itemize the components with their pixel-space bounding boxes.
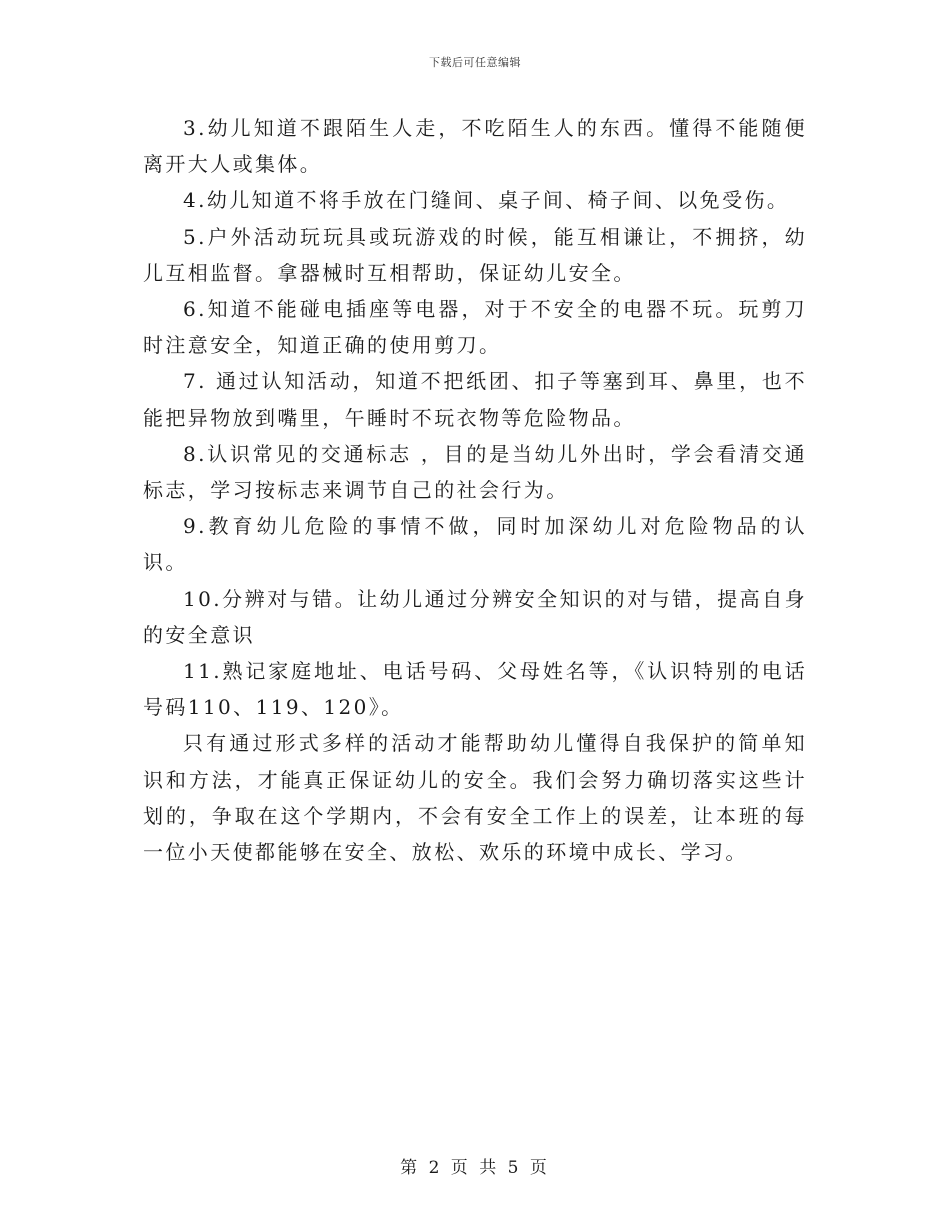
paragraph-item-5: 5.户外活动玩玩具或玩游戏的时候，能互相谦让，不拥挤，幼儿互相监督。拿器械时互相帮助，保证幼儿安全。 [143, 224, 807, 285]
paragraph-item-7: 7. 通过认知活动，知道不把纸团、扣子等塞到耳、鼻里，也不能把异物放到嘴里，午睡时不玩衣物等危险物品。 [143, 369, 807, 430]
paragraph-item-4: 4.幼儿知道不将手放在门缝间、桌子间、椅子间、以免受伤。 [183, 188, 790, 213]
paragraph-item-3: 3.幼儿知道不跟陌生人走，不吃陌生人的东西。懂得不能随便离开大人或集体。 [143, 116, 807, 177]
paragraph-item-6: 6.知道不能碰电插座等电器，对于不安全的电器不玩。玩剪刀时注意安全，知道正确的使用剪刀。 [143, 297, 807, 358]
page-header: 下载后可任意编辑 [429, 56, 521, 69]
paragraph-item-10: 10.分辨对与错。让幼儿通过分辨安全知识的对与错，提高自身的安全意识 [143, 586, 807, 647]
paragraph-item-8: 8.认识常见的交通标志 ，目的是当幼儿外出时，学会看清交通标志，学习按标志来调节自己的社会行为。 [143, 441, 807, 503]
document-body [143, 110, 807, 870]
closing-paragraph: 只有通过形式多样的活动才能帮助幼儿懂得自我保护的简单知识和方法，才能真正保证幼儿的安全。我们会努力确切落实这些计划的，争取在这个学期内，不会有安全工作上的误差，让本班的每一位小天使都能够在安全、放松、欢乐的环境中成长、学习。 [143, 731, 807, 865]
page-footer: 第 2 页 共 5 页 [400, 1158, 550, 1178]
paragraph-item-9: 9.教育幼儿危险的事情不做，同时加深幼儿对危险物品的认识。 [143, 514, 807, 575]
paragraph-item-11: 11.熟记家庭地址、电话号码、父母姓名等，《认识特别的电话号码110、119、120》。 [143, 659, 807, 720]
